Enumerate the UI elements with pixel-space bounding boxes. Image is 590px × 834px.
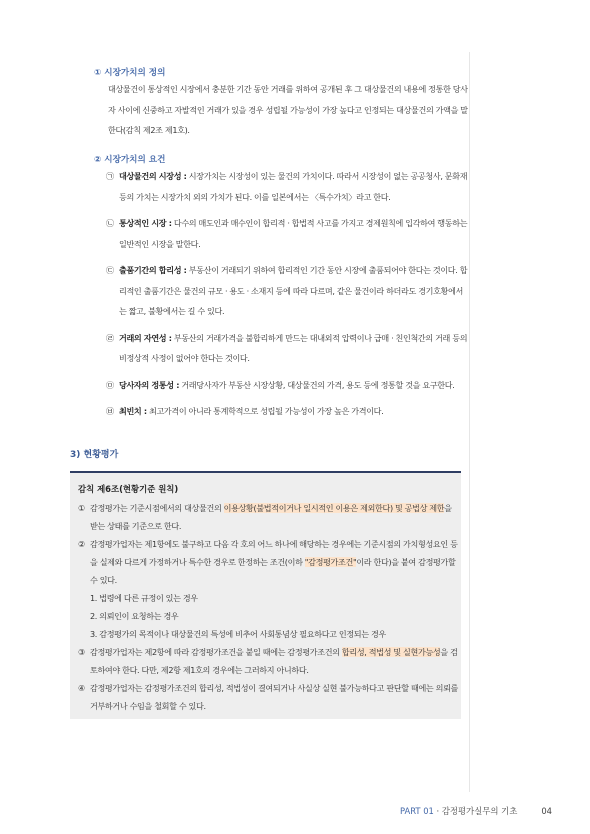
item-marker: ㉣ — [106, 332, 114, 343]
footer-title: · 감정평가실무의 기초 — [433, 806, 518, 816]
requirements-list — [106, 166, 468, 422]
item-marker: ㉤ — [106, 379, 114, 390]
item-text: 시장가치는 시장성이 있는 물건의 가치이다. 따라서 시장성이 없는 공공청사, 문화재 등의 가치는 시장가치 외의 가치가 된다. 이를 일본에서는 〈특수가치〉라고 한다. — [119, 171, 468, 202]
item-term: 최빈치 : — [119, 406, 147, 416]
item-marker: ㉢ — [106, 265, 114, 275]
highlighted-text: 이용상황(불법적이거나 일시적인 이용은 제외한다) 및 공법상 제한 — [223, 503, 445, 513]
requirements-heading: ② 시장가치의 요건 — [94, 155, 166, 165]
sub-item: 2. 의뢰인이 요청하는 경우 — [90, 611, 179, 621]
requirement-item — [106, 166, 468, 207]
paragraph-text: 이라 한다)을 붙여 감정평가할 수 있다. — [90, 557, 456, 585]
paragraph-text: 감정평가업자는 감정평가조건의 합리성, 적법성이 결여되거나 사실상 실현 불가능하다고 판단할 때에는 의뢰를 거부하거나 수임을 철회할 수 있다. — [90, 683, 459, 711]
paragraph-marker: ④ — [78, 683, 85, 693]
paragraph-marker: ③ — [78, 647, 85, 657]
footer-part: PART 01 — [399, 806, 434, 816]
paragraph-text: 을 검토하여야 한다. 다만, 제2항 제1호의 경우에는 그러하지 아니하다. — [90, 647, 458, 675]
paragraph-text: 감정평가업자는 제2항에 따라 감정평가조건을 붙일 때에는 감정평가조건의 — [90, 647, 342, 657]
paragraph-text: 감정평가는 기준시점에서의 대상물건의 — [90, 503, 224, 513]
sub-item: 3. 감정평가의 목적이나 대상물건의 특성에 비추어 사회통념상 필요하다고 인정되는 경우 — [90, 629, 386, 639]
regulation-paragraph — [78, 679, 458, 715]
page-footer — [400, 805, 552, 817]
highlighted-text: 합리성, 적법성 및 실현가능성 — [341, 647, 441, 657]
paragraph-marker: ① — [78, 503, 85, 513]
requirement-item — [106, 213, 468, 254]
item-marker: ㉡ — [106, 218, 114, 228]
item-text: 다수의 매도인과 매수인이 합리적 · 합법적 사고를 가지고 경제원칙에 입각하여 행동하는 일반적인 시장을 말한다. — [119, 218, 468, 249]
requirement-item — [106, 328, 468, 369]
item-text: 부동산의 거래가격을 불합리하게 만드는 대내외적 압력이나 급매 · 친인척간의 거래 등의 비정상적 사정이 없어야 한다는 것이다. — [119, 332, 468, 363]
requirement-item — [106, 260, 468, 322]
definition-heading: ① 시장가치의 정의 — [94, 68, 166, 78]
section-heading: 3) 현황평가 — [70, 450, 119, 460]
regulation-paragraph — [78, 499, 458, 535]
paragraph-marker: ② — [78, 539, 85, 549]
item-marker: ㉠ — [106, 171, 114, 181]
paragraph-text: 을 받는 상태를 기준으로 한다. — [90, 503, 452, 531]
margin-rule — [469, 52, 470, 792]
regulation-paragraph — [78, 643, 458, 679]
item-text: 거래당사자가 부동산 시장상황, 대상물건의 가격, 용도 등에 정통할 것을 요구한다. — [179, 379, 455, 390]
requirement-item — [106, 401, 468, 422]
item-term: 대상물건의 시장성 : — [119, 171, 187, 181]
paragraph-text: 감정평가업자는 제1항에도 불구하고 다음 각 호의 어느 하나에 해당하는 경우에는 기준시점의 가치형성요인 등을 실제와 다르게 가정하거나 특수한 경우로 한정하는 조건(이하 — [90, 539, 458, 567]
definition-text: 대상물건이 통상적인 시장에서 충분한 기간 동안 거래를 위하여 공개된 후 그 대상물건의 내용에 정통한 당사자 사이에 신중하고 자발적인 거래가 있을 경우 성립될 가능성이 가장 높다고 인정되는 대상물건의 가액을 말한다(감칙 제2조 제1호). — [108, 84, 468, 135]
regulation-box — [70, 471, 461, 719]
highlighted-text: "감정평가조건" — [304, 557, 357, 567]
item-term: 출품기간의 합리성 : — [119, 265, 187, 275]
regulation-paragraph — [78, 535, 458, 589]
item-term: 당사자의 정통성 : — [119, 379, 180, 390]
item-term: 거래의 자연성 : — [119, 332, 172, 343]
regulation-title: 감칙 제6조(현황기준 원칙) — [78, 484, 179, 494]
item-text: 부동산이 거래되기 위하여 합리적인 기간 동안 시장에 출품되어야 한다는 것이다. 합리적인 출품기간은 물건의 규모 · 용도 · 소재지 등에 따라 다르며, 같은 물건이라 하더라도 경기호황에서는 짧고, 불황에서는 길 수 있다. — [119, 265, 468, 316]
item-text: 최고가격이 아니라 통계학적으로 성립될 가능성이 가장 높은 가격이다. — [146, 406, 384, 416]
item-marker: ㉥ — [106, 406, 114, 416]
page-number: 04 — [541, 806, 552, 816]
requirement-item — [106, 375, 468, 396]
item-term: 통상적인 시장 : — [119, 218, 172, 228]
sub-item: 1. 법령에 다른 규정이 있는 경우 — [90, 593, 198, 603]
